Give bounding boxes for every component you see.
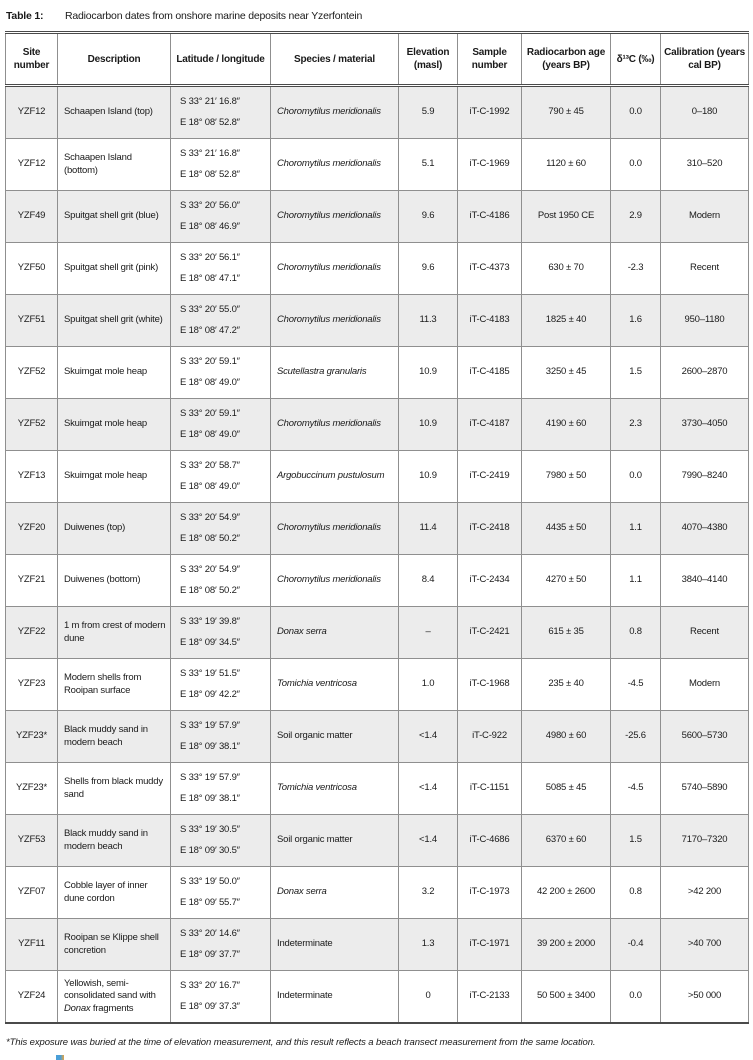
description-text: 1 m from crest of modern dune <box>64 620 166 644</box>
site-number-cell: YZF20 <box>6 503 58 555</box>
description-text: Duiwenes (top) <box>64 522 126 534</box>
elevation-cell: 9.6 <box>399 243 458 295</box>
latitude-longitude-cell <box>171 503 271 555</box>
description-cell <box>58 971 171 1024</box>
species-material-cell: Choromytilus meridionalis <box>271 555 399 607</box>
longitude-value: E 18° 09′ 37.3″ <box>180 1000 240 1012</box>
latitude-longitude-cell <box>171 815 271 867</box>
calibration-cell: 7170–7320 <box>661 815 749 867</box>
calibration-cell: 2600–2870 <box>661 347 749 399</box>
sample-number-cell: iT-C-4185 <box>458 347 522 399</box>
calibration-cell: 4070–4380 <box>661 503 749 555</box>
description-cell <box>58 191 171 243</box>
description-cell <box>58 86 171 139</box>
description-cell <box>58 347 171 399</box>
description-text: Black muddy sand in modern beach <box>64 828 148 852</box>
species-material-cell: Soil organic matter <box>271 711 399 763</box>
column-header-description: Description <box>58 33 171 86</box>
latitude-longitude-cell <box>171 555 271 607</box>
d13c-cell: 0.8 <box>611 607 661 659</box>
description-cell <box>58 763 171 815</box>
cropped-figure-edge <box>56 1055 64 1060</box>
radiocarbon-age-cell: 42 200 ± 2600 <box>522 867 611 919</box>
radiocarbon-age-cell: 39 200 ± 2000 <box>522 919 611 971</box>
radiocarbon-age-cell: 50 500 ± 3400 <box>522 971 611 1024</box>
table-row <box>6 139 749 191</box>
radiocarbon-age-cell: 1825 ± 40 <box>522 295 611 347</box>
description-text: Schaapen Island (bottom) <box>64 152 132 176</box>
longitude-value: E 18° 08′ 46.9″ <box>180 220 240 232</box>
table-header <box>6 33 749 86</box>
elevation-cell: 10.9 <box>399 347 458 399</box>
site-number-cell: YZF12 <box>6 139 58 191</box>
d13c-cell: 1.1 <box>611 503 661 555</box>
latitude-longitude-cell <box>171 399 271 451</box>
description-text: Skuimgat mole heap <box>64 470 148 482</box>
longitude-value: E 18° 08′ 52.8″ <box>180 168 240 180</box>
site-number-cell: YZF23* <box>6 711 58 763</box>
calibration-cell: 3840–4140 <box>661 555 749 607</box>
table-row <box>6 711 749 763</box>
table-row <box>6 191 749 243</box>
site-number-cell: YZF50 <box>6 243 58 295</box>
radiocarbon-age-cell: 6370 ± 60 <box>522 815 611 867</box>
calibration-cell: >40 700 <box>661 919 749 971</box>
longitude-value: E 18° 09′ 37.7″ <box>180 948 240 960</box>
description-text: Black muddy sand in modern beach <box>64 724 148 748</box>
column-header-d13c: δ¹³C (‰) <box>611 33 661 86</box>
description-cell <box>58 503 171 555</box>
description-text: Spuitgat shell grit (white) <box>64 314 163 326</box>
d13c-cell: 1.5 <box>611 815 661 867</box>
latitude-value: S 33° 21′ 16.8″ <box>180 96 240 108</box>
site-number-cell: YZF21 <box>6 555 58 607</box>
sample-number-cell: iT-C-4373 <box>458 243 522 295</box>
description-cell <box>58 867 171 919</box>
column-header-species: Species / material <box>271 33 399 86</box>
latitude-longitude-cell <box>171 243 271 295</box>
column-header-site: Site number <box>6 33 58 86</box>
description-text: Skuimgat mole heap <box>64 418 148 430</box>
latitude-value: S 33° 20′ 16.7″ <box>180 980 240 992</box>
description-text: Rooipan se Klippe shell concretion <box>64 932 159 956</box>
sample-number-cell: iT-C-4187 <box>458 399 522 451</box>
latitude-value: S 33° 19′ 57.9″ <box>180 720 240 732</box>
table-row <box>6 295 749 347</box>
d13c-cell: 0.0 <box>611 451 661 503</box>
elevation-cell: 3.2 <box>399 867 458 919</box>
site-number-cell: YZF22 <box>6 607 58 659</box>
latitude-value: S 33° 20′ 59.1″ <box>180 356 240 368</box>
latitude-longitude-cell <box>171 659 271 711</box>
d13c-cell: -4.5 <box>611 659 661 711</box>
description-text: Duiwenes (bottom) <box>64 574 141 586</box>
d13c-cell: 1.1 <box>611 555 661 607</box>
site-number-cell: YZF52 <box>6 399 58 451</box>
site-number-cell: YZF13 <box>6 451 58 503</box>
longitude-value: E 18° 08′ 49.0″ <box>180 480 240 492</box>
table-row <box>6 86 749 139</box>
radiocarbon-age-cell: 7980 ± 50 <box>522 451 611 503</box>
species-material-cell: Scutellastra granularis <box>271 347 399 399</box>
latitude-longitude-cell <box>171 191 271 243</box>
d13c-cell: -2.3 <box>611 243 661 295</box>
species-material-cell: Choromytilus meridionalis <box>271 243 399 295</box>
latitude-value: S 33° 20′ 14.6″ <box>180 928 240 940</box>
table-row <box>6 763 749 815</box>
description-italic-text: Donax <box>64 1002 91 1014</box>
species-material-cell: Soil organic matter <box>271 815 399 867</box>
d13c-cell: -25.6 <box>611 711 661 763</box>
description-text: Spuitgat shell grit (pink) <box>64 262 159 274</box>
column-header-latlon: Latitude / longitude <box>171 33 271 86</box>
radiocarbon-age-cell: 3250 ± 45 <box>522 347 611 399</box>
sample-number-cell: iT-C-4686 <box>458 815 522 867</box>
table-row <box>6 971 749 1024</box>
longitude-value: E 18° 08′ 49.0″ <box>180 428 240 440</box>
site-number-cell: YZF11 <box>6 919 58 971</box>
sample-number-cell: iT-C-1968 <box>458 659 522 711</box>
latitude-longitude-cell <box>171 867 271 919</box>
table-body <box>6 86 749 1024</box>
latitude-longitude-cell <box>171 295 271 347</box>
calibration-cell: Modern <box>661 191 749 243</box>
calibration-cell: Modern <box>661 659 749 711</box>
description-cell <box>58 711 171 763</box>
d13c-cell: 0.0 <box>611 139 661 191</box>
site-number-cell: YZF12 <box>6 86 58 139</box>
description-cell <box>58 139 171 191</box>
latitude-value: S 33° 21′ 16.8″ <box>180 148 240 160</box>
d13c-cell: 0.0 <box>611 971 661 1024</box>
latitude-value: S 33° 19′ 57.9″ <box>180 772 240 784</box>
elevation-cell: <1.4 <box>399 711 458 763</box>
header-row <box>6 33 749 86</box>
elevation-cell: <1.4 <box>399 815 458 867</box>
description-cell <box>58 243 171 295</box>
calibration-cell: >42 200 <box>661 867 749 919</box>
sample-number-cell: iT-C-1151 <box>458 763 522 815</box>
elevation-cell: 8.4 <box>399 555 458 607</box>
d13c-cell: -4.5 <box>611 763 661 815</box>
latitude-value: S 33° 20′ 55.0″ <box>180 304 240 316</box>
latitude-value: S 33° 20′ 59.1″ <box>180 408 240 420</box>
species-material-cell: Indeterminate <box>271 971 399 1024</box>
table-row <box>6 919 749 971</box>
description-cell <box>58 919 171 971</box>
radiocarbon-age-cell: Post 1950 CE <box>522 191 611 243</box>
sample-number-cell: iT-C-2421 <box>458 607 522 659</box>
radiocarbon-age-cell: 615 ± 35 <box>522 607 611 659</box>
d13c-cell: 2.3 <box>611 399 661 451</box>
sample-number-cell: iT-C-1969 <box>458 139 522 191</box>
description-text: Yellowish, semi-consolidated sand with <box>64 977 156 1002</box>
radiocarbon-age-cell: 235 ± 40 <box>522 659 611 711</box>
species-material-cell: Choromytilus meridionalis <box>271 295 399 347</box>
sample-number-cell: iT-C-4186 <box>458 191 522 243</box>
latitude-longitude-cell <box>171 711 271 763</box>
radiocarbon-age-cell: 4270 ± 50 <box>522 555 611 607</box>
sample-number-cell: iT-C-1971 <box>458 919 522 971</box>
description-text: Shells from black muddy sand <box>64 776 163 800</box>
table-caption <box>6 10 748 22</box>
sample-number-cell: iT-C-1973 <box>458 867 522 919</box>
description-text: Cobble layer of inner dune cordon <box>64 880 148 904</box>
radiocarbon-age-cell: 4435 ± 50 <box>522 503 611 555</box>
latitude-value: S 33° 19′ 50.0″ <box>180 876 240 888</box>
elevation-cell: 10.9 <box>399 399 458 451</box>
longitude-value: E 18° 08′ 52.8″ <box>180 116 240 128</box>
radiocarbon-age-cell: 5085 ± 45 <box>522 763 611 815</box>
table-row <box>6 503 749 555</box>
table-row <box>6 451 749 503</box>
latitude-longitude-cell <box>171 919 271 971</box>
calibration-cell: Recent <box>661 243 749 295</box>
table-row <box>6 815 749 867</box>
site-number-cell: YZF53 <box>6 815 58 867</box>
elevation-cell: 1.3 <box>399 919 458 971</box>
sample-number-cell: iT-C-922 <box>458 711 522 763</box>
latitude-value: S 33° 19′ 30.5″ <box>180 824 240 836</box>
column-header-age: Radiocarbon age (years BP) <box>522 33 611 86</box>
site-number-cell: YZF51 <box>6 295 58 347</box>
site-number-cell: YZF49 <box>6 191 58 243</box>
table-footnote: *This exposure was buried at the time of elevation measurement, and this result reflects a beach transect measurement from the same location. <box>6 1037 596 1048</box>
d13c-cell: 1.6 <box>611 295 661 347</box>
species-material-cell: Donax serra <box>271 867 399 919</box>
elevation-cell: 5.1 <box>399 139 458 191</box>
description-text: Modern shells from Rooipan surface <box>64 672 142 696</box>
calibration-cell: 310–520 <box>661 139 749 191</box>
d13c-cell: 1.5 <box>611 347 661 399</box>
description-cell <box>58 451 171 503</box>
longitude-value: E 18° 09′ 38.1″ <box>180 792 240 804</box>
site-number-cell: YZF24 <box>6 971 58 1024</box>
elevation-cell: 11.4 <box>399 503 458 555</box>
d13c-cell: 0.0 <box>611 86 661 139</box>
elevation-cell: 0 <box>399 971 458 1024</box>
calibration-cell: 7990–8240 <box>661 451 749 503</box>
longitude-value: E 18° 09′ 34.5″ <box>180 636 240 648</box>
latitude-longitude-cell <box>171 139 271 191</box>
table-row <box>6 867 749 919</box>
column-header-sample: Sample number <box>458 33 522 86</box>
elevation-cell: – <box>399 607 458 659</box>
elevation-cell: 1.0 <box>399 659 458 711</box>
site-number-cell: YZF23* <box>6 763 58 815</box>
description-cell <box>58 659 171 711</box>
calibration-cell: >50 000 <box>661 971 749 1024</box>
longitude-value: E 18° 08′ 49.0″ <box>180 376 240 388</box>
sample-number-cell: iT-C-2133 <box>458 971 522 1024</box>
latitude-value: S 33° 20′ 56.1″ <box>180 252 240 264</box>
radiocarbon-age-cell: 4190 ± 60 <box>522 399 611 451</box>
species-material-cell: Donax serra <box>271 607 399 659</box>
latitude-value: S 33° 19′ 51.5″ <box>180 668 240 680</box>
description-cell <box>58 607 171 659</box>
latitude-longitude-cell <box>171 971 271 1024</box>
species-material-cell: Tomichia ventricosa <box>271 763 399 815</box>
species-material-cell: Choromytilus meridionalis <box>271 139 399 191</box>
column-header-elevation: Elevation (masl) <box>399 33 458 86</box>
longitude-value: E 18° 09′ 38.1″ <box>180 740 240 752</box>
table-row <box>6 243 749 295</box>
longitude-value: E 18° 09′ 30.5″ <box>180 844 240 856</box>
latitude-longitude-cell <box>171 347 271 399</box>
species-material-cell: Choromytilus meridionalis <box>271 503 399 555</box>
sample-number-cell: iT-C-2419 <box>458 451 522 503</box>
site-number-cell: YZF07 <box>6 867 58 919</box>
longitude-value: E 18° 08′ 47.2″ <box>180 324 240 336</box>
site-number-cell: YZF23 <box>6 659 58 711</box>
calibration-cell: 3730–4050 <box>661 399 749 451</box>
table-row <box>6 347 749 399</box>
description-text: fragments <box>90 1002 134 1014</box>
sample-number-cell: iT-C-4183 <box>458 295 522 347</box>
radiocarbon-age-cell: 1120 ± 60 <box>522 139 611 191</box>
longitude-value: E 18° 08′ 47.1″ <box>180 272 240 284</box>
elevation-cell: 11.3 <box>399 295 458 347</box>
longitude-value: E 18° 09′ 55.7″ <box>180 896 240 908</box>
sample-number-cell: iT-C-1992 <box>458 86 522 139</box>
d13c-cell: -0.4 <box>611 919 661 971</box>
sample-number-cell: iT-C-2418 <box>458 503 522 555</box>
description-cell <box>58 555 171 607</box>
sample-number-cell: iT-C-2434 <box>458 555 522 607</box>
radiocarbon-age-cell: 630 ± 70 <box>522 243 611 295</box>
latitude-longitude-cell <box>171 607 271 659</box>
elevation-cell: 10.9 <box>399 451 458 503</box>
radiocarbon-age-cell: 790 ± 45 <box>522 86 611 139</box>
description-text: Spuitgat shell grit (blue) <box>64 210 159 222</box>
latitude-value: S 33° 20′ 54.9″ <box>180 564 240 576</box>
latitude-value: S 33° 20′ 54.9″ <box>180 512 240 524</box>
site-number-cell: YZF52 <box>6 347 58 399</box>
longitude-value: E 18° 08′ 50.2″ <box>180 532 240 544</box>
latitude-longitude-cell <box>171 86 271 139</box>
table-caption-text: Radiocarbon dates from onshore marine deposits near Yzerfontein <box>65 10 363 22</box>
elevation-cell: 9.6 <box>399 191 458 243</box>
description-cell <box>58 399 171 451</box>
longitude-value: E 18° 09′ 42.2″ <box>180 688 240 700</box>
column-header-calibration: Calibration (years cal BP) <box>661 33 749 86</box>
d13c-cell: 0.8 <box>611 867 661 919</box>
calibration-cell: 0–180 <box>661 86 749 139</box>
species-material-cell: Indeterminate <box>271 919 399 971</box>
description-text: Schaapen Island (top) <box>64 106 153 118</box>
latitude-value: S 33° 19′ 39.8″ <box>180 616 240 628</box>
calibration-cell: 5600–5730 <box>661 711 749 763</box>
calibration-cell: Recent <box>661 607 749 659</box>
description-cell <box>58 295 171 347</box>
longitude-value: E 18° 08′ 50.2″ <box>180 584 240 596</box>
latitude-longitude-cell <box>171 763 271 815</box>
elevation-cell: 5.9 <box>399 86 458 139</box>
calibration-cell: 5740–5890 <box>661 763 749 815</box>
table-row <box>6 555 749 607</box>
table-row <box>6 659 749 711</box>
latitude-value: S 33° 20′ 58.7″ <box>180 460 240 472</box>
elevation-cell: <1.4 <box>399 763 458 815</box>
table-row <box>6 607 749 659</box>
latitude-value: S 33° 20′ 56.0″ <box>180 200 240 212</box>
d13c-cell: 2.9 <box>611 191 661 243</box>
radiocarbon-dates-table <box>5 31 749 1024</box>
species-material-cell: Argobuccinum pustulosum <box>271 451 399 503</box>
latitude-longitude-cell <box>171 451 271 503</box>
table-row <box>6 399 749 451</box>
radiocarbon-age-cell: 4980 ± 60 <box>522 711 611 763</box>
species-material-cell: Choromytilus meridionalis <box>271 191 399 243</box>
table-caption-label: Table 1: <box>6 10 44 22</box>
species-material-cell: Choromytilus meridionalis <box>271 86 399 139</box>
description-cell <box>58 815 171 867</box>
species-material-cell: Tomichia ventricosa <box>271 659 399 711</box>
species-material-cell: Choromytilus meridionalis <box>271 399 399 451</box>
description-text: Skuimgat mole heap <box>64 366 148 378</box>
calibration-cell: 950–1180 <box>661 295 749 347</box>
